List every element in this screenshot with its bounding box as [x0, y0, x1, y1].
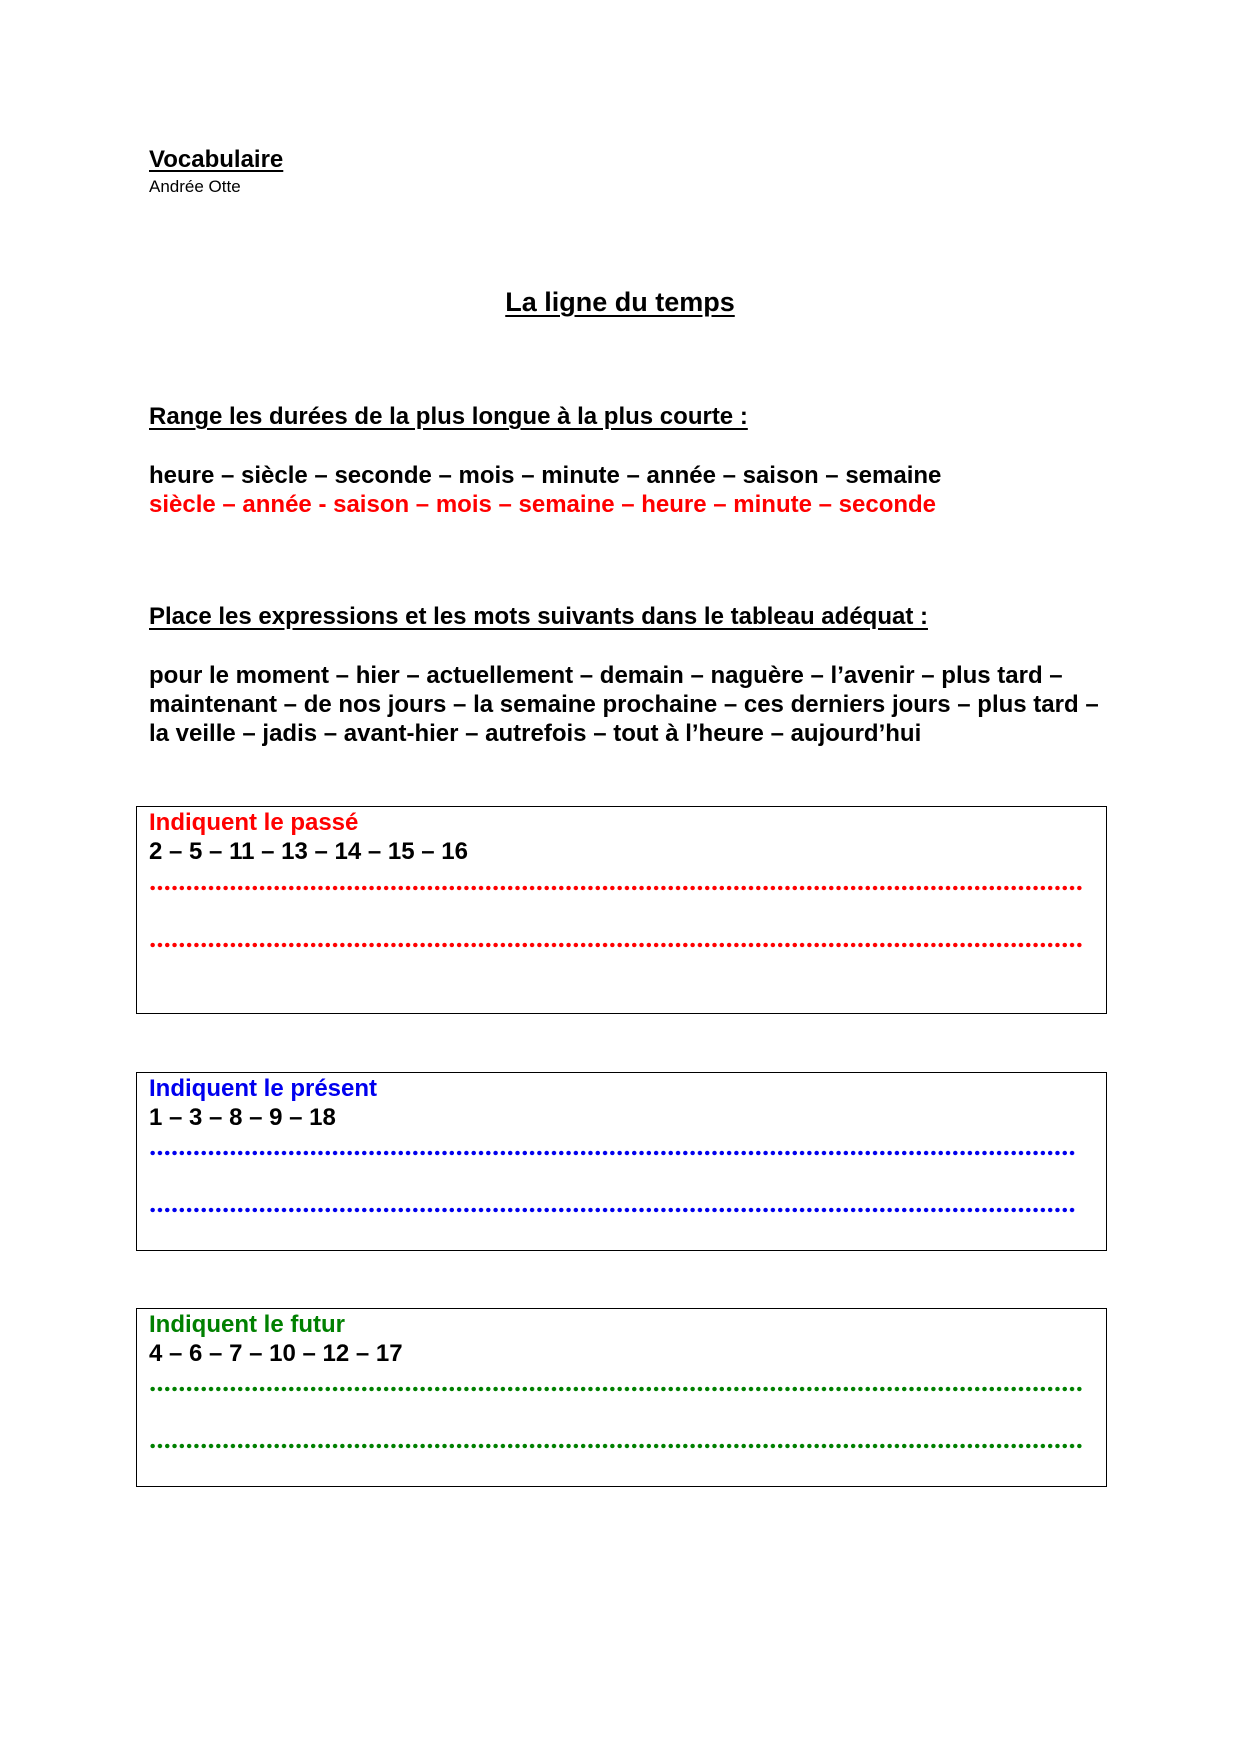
present-numbers: 1 – 3 – 8 – 9 – 18	[149, 1104, 336, 1131]
document-title: La ligne du temps	[505, 287, 735, 317]
past-dotted-line-1	[149, 885, 1084, 891]
exercise2-words: pour le moment – hier – actuellement – demain – naguère – l’avenir – plus tard – maintenant – de nos jours – la semaine prochaine – ces derniers jours – plus tard – la veille – jadis – avant-hier – autrefois – tout à l’heure – aujourd’hui	[149, 662, 1099, 747]
future-box	[136, 1308, 1107, 1487]
present-box	[136, 1072, 1107, 1251]
exercise2-instruction: Place les expressions et les mots suivants dans le tableau adéquat :	[149, 603, 928, 630]
past-dotted-line-2	[149, 942, 1084, 948]
present-dotted-line-1	[149, 1150, 1077, 1156]
future-dotted-line-2	[149, 1443, 1084, 1449]
header-title: Vocabulaire	[149, 146, 284, 173]
past-box	[136, 806, 1107, 1014]
header-author: Andrée Otte	[149, 177, 241, 196]
future-numbers: 4 – 6 – 7 – 10 – 12 – 17	[149, 1340, 403, 1367]
future-dotted-line-1	[149, 1386, 1084, 1392]
present-heading: Indiquent le présent	[149, 1075, 378, 1102]
exercise1-instruction: Range les durées de la plus longue à la plus courte :	[149, 403, 748, 430]
exercise1-words: heure – siècle – seconde – mois – minute – année – saison – semaine	[149, 462, 942, 489]
exercise1-answer: siècle – année - saison – mois – semaine – heure – minute – seconde	[149, 491, 937, 518]
past-heading: Indiquent le passé	[149, 809, 359, 836]
past-numbers: 2 – 5 – 11 – 13 – 14 – 15 – 16	[149, 838, 468, 865]
present-dotted-line-2	[149, 1207, 1077, 1213]
future-heading: Indiquent le futur	[149, 1311, 345, 1338]
